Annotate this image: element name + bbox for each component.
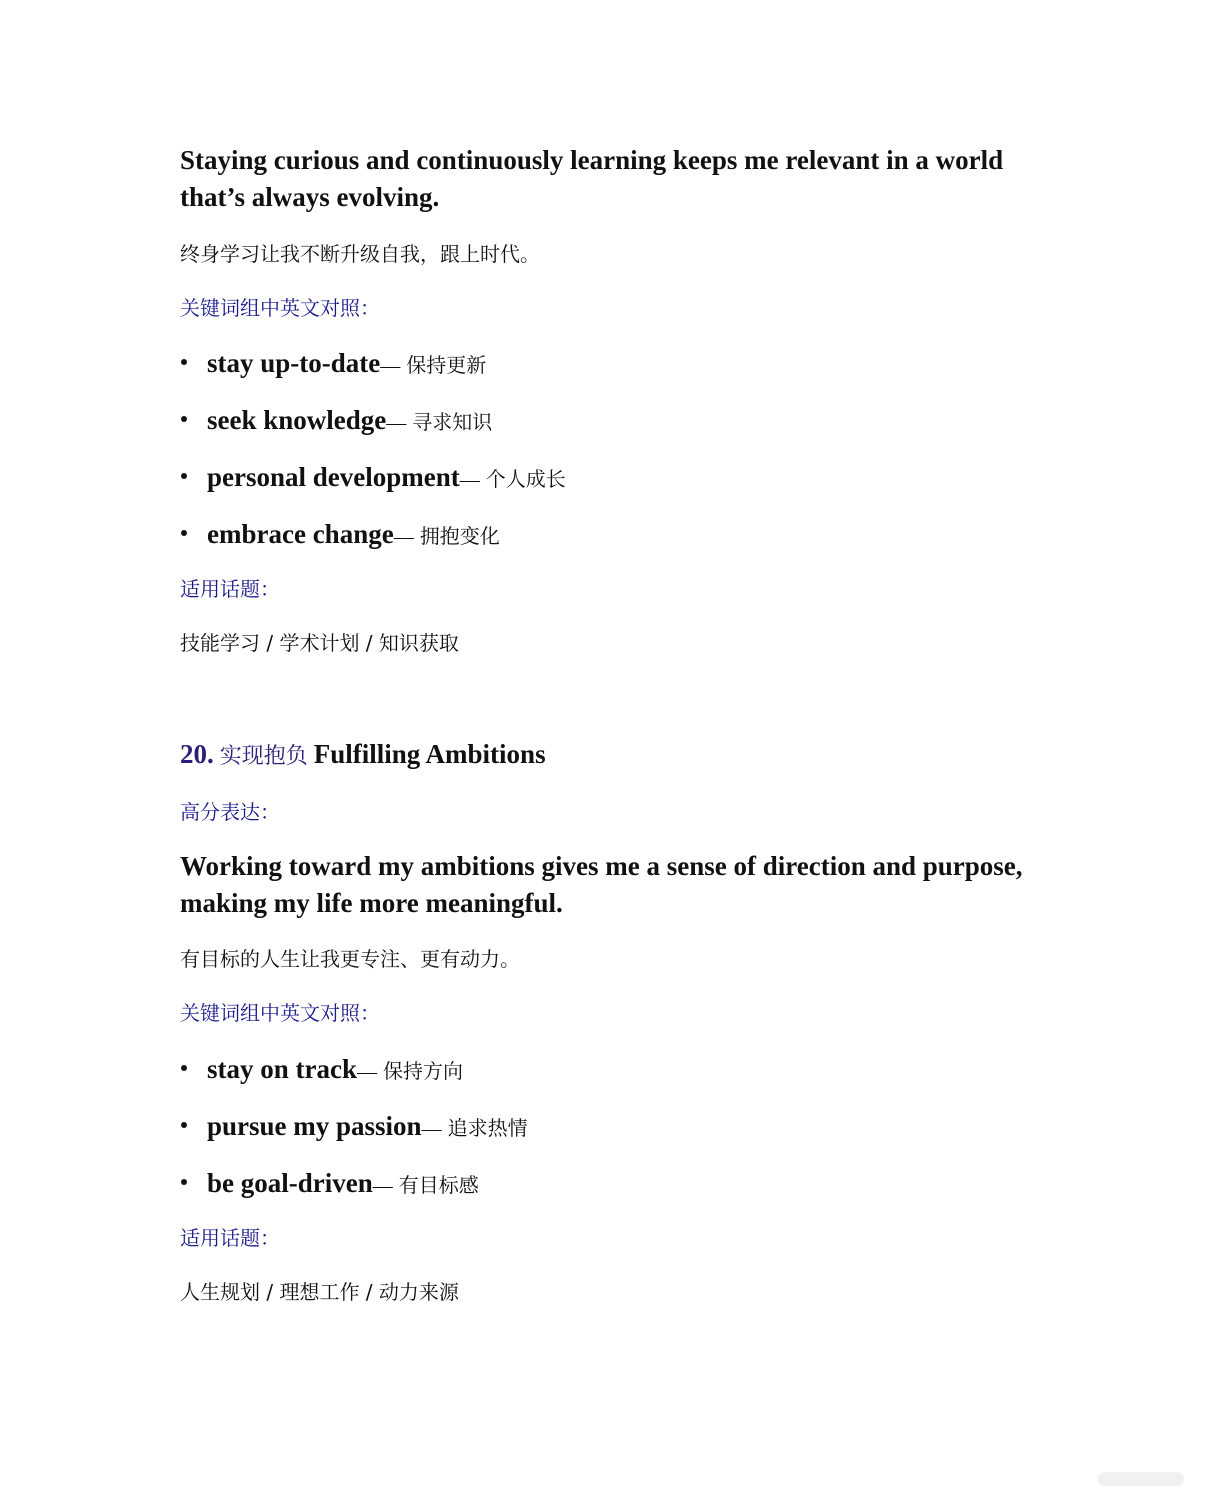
section2-phrases-label: 关键词组中英文对照：	[180, 1001, 380, 1025]
section2-translation: 有目标的人生让我更专注、更有动力。	[180, 947, 520, 971]
section2-heading	[180, 736, 546, 776]
phrase-separator: —	[393, 526, 414, 548]
section1-topics-label: 适用话题：	[180, 577, 280, 601]
bullet-icon	[181, 359, 187, 365]
phrase-chinese: 个人成长	[485, 467, 566, 491]
phrase-separator: —	[380, 355, 401, 377]
phrase-separator: —	[372, 1175, 393, 1197]
section1-phrases-label: 关键词组中英文对照：	[180, 296, 380, 320]
section-number: 20.	[180, 739, 214, 769]
phrase-chinese: 寻求知识	[412, 410, 493, 434]
phrase-english: embrace change— 拥抱变化	[207, 519, 500, 549]
phrase-english: stay up-to-date— 保持更新	[207, 348, 487, 378]
phrase-english: seek knowledge— 寻求知识	[207, 405, 493, 435]
section2-sentence: Working toward my ambitions gives me a sense of direction and purpose, making my life more meaningful.	[180, 851, 1023, 918]
phrase-separator: —	[357, 1061, 377, 1083]
bullet-icon	[181, 530, 187, 536]
section2-topics: 人生规划 / 理想工作 / 动力来源	[180, 1280, 459, 1304]
bullet-icon	[181, 1179, 187, 1185]
phrase-chinese: 有目标感	[398, 1173, 479, 1197]
phrase-english: personal development— 个人成长	[207, 462, 566, 492]
phrase-english: pursue my passion— 追求热情	[207, 1111, 528, 1141]
phrase-separator: —	[386, 412, 407, 434]
bullet-icon	[181, 1065, 187, 1071]
bullet-icon	[181, 416, 187, 422]
section-title-chinese: 实现抱负	[219, 744, 308, 769]
phrase-separator: —	[459, 469, 480, 491]
bullet-icon	[181, 473, 187, 479]
section1-translation: 终身学习让我不断升级自我，跟上时代。	[180, 242, 540, 266]
section1-topics: 技能学习 / 学术计划 / 知识获取	[180, 631, 459, 655]
phrase-english: stay on track— 保持方向	[207, 1054, 463, 1084]
phrase-separator: —	[421, 1118, 442, 1140]
section1-sentence: Staying curious and continuously learning keeps me relevant in a world that’s always evolving.	[180, 145, 1004, 212]
phrase-chinese: 追求热情	[447, 1116, 528, 1140]
section2-expression-label: 高分表达：	[180, 800, 280, 824]
phrase-chinese: 保持更新	[406, 353, 487, 377]
phrase-english: be goal-driven— 有目标感	[207, 1168, 479, 1198]
phrase-chinese: 保持方向	[383, 1059, 463, 1083]
section-title-english: Fulfilling Ambitions	[313, 739, 546, 769]
watermark	[1098, 1472, 1184, 1486]
bullet-icon	[181, 1122, 187, 1128]
section2-topics-label: 适用话题：	[180, 1226, 280, 1250]
phrase-chinese: 拥抱变化	[419, 524, 500, 548]
